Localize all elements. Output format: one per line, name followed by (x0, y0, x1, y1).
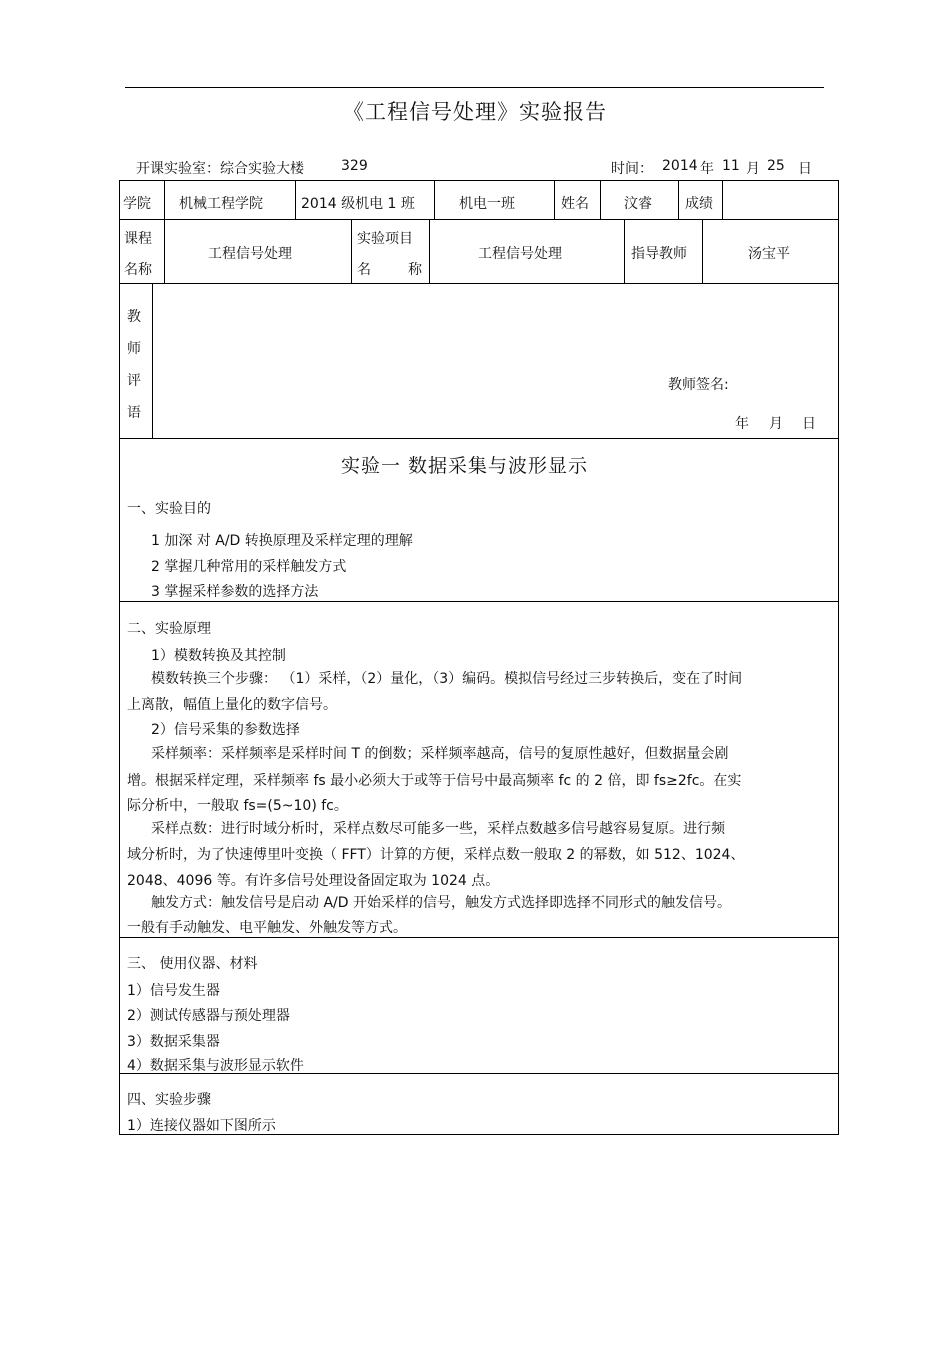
section1-item: 2 掌握几种常用的采样触发方式 (151, 559, 347, 575)
lab-room-label: 开课实验室：综合实验大楼 (136, 161, 304, 177)
row1-sep (434, 180, 435, 220)
section1-item: 1 加深 对 A/D 转换原理及采样定理的理解 (151, 533, 413, 549)
project-value: 工程信号处理 (478, 246, 562, 262)
section2-line: 2048、4096 等。有许多信号处理设备固定取为 1024 点。 (127, 873, 500, 889)
lab-room-number: 329 (341, 158, 368, 174)
date-year-unit: 年 (700, 161, 714, 177)
teacher-value: 汤宝平 (748, 246, 790, 262)
section3-item: 1）信号发生器 (127, 983, 220, 999)
section2-line: 模数转换三个步骤： （1）采样，（2）量化，（3）编码。模拟信号经过三步转换后，变在了时间 (151, 671, 743, 687)
college-label: 学院 (123, 196, 151, 212)
signature-month: 月 (769, 416, 783, 432)
section2-line: 采样点数：进行时域分析时，采样点数尽可能多一些，采样点数越多信号越容易复原。进行频 (151, 821, 725, 837)
row1-sep (164, 180, 165, 220)
college-value: 机械工程学院 (179, 196, 263, 212)
time-label: 时间： (611, 161, 653, 177)
name-label: 姓名 (561, 196, 589, 212)
top-rule (125, 87, 824, 88)
row2-sep (429, 219, 430, 284)
course-label-2: 名称 (124, 262, 152, 278)
project-label-2b: 称 (408, 262, 422, 278)
date-day: 25 (767, 158, 785, 174)
section4-item: 1）连接仪器如下图所示 (127, 1118, 276, 1134)
section2-subheading: 1）模数转换及其控制 (151, 648, 286, 664)
signature-year: 年 (735, 416, 749, 432)
teacher-label: 指导教师 (631, 246, 687, 262)
project-label-1: 实验项目 (357, 231, 413, 247)
comments-label-char: 教 (127, 309, 141, 325)
score-label: 成绩 (685, 196, 713, 212)
section2-line: 域分析时，为了快速傅里叶变换（ FFT）计算的方便，采样点数一般取 2 的幂数，如 512、1024、 (127, 847, 745, 863)
row2-divider (119, 283, 839, 284)
row1-divider (119, 219, 839, 220)
section2-line: 一般有手动触发、电平触发、外触发等方式。 (127, 920, 407, 936)
report-title: 《工程信号处理》实验报告 (343, 100, 607, 124)
section2-divider (119, 937, 839, 938)
section2-heading: 二、实验原理 (127, 621, 211, 637)
section4-heading: 四、实验步骤 (127, 1092, 211, 1108)
section2-subheading: 2）信号采集的参数选择 (151, 722, 300, 738)
experiment-title: 实验一 数据采集与波形显示 (341, 455, 589, 477)
row2-sep (164, 219, 165, 284)
name-value: 汶睿 (624, 196, 652, 212)
signature-label: 教师签名: (668, 377, 729, 393)
comments-sep (152, 283, 153, 439)
section1-divider (119, 601, 839, 602)
row2-sep (624, 219, 625, 284)
row2-sep (351, 219, 352, 284)
comments-label-char: 评 (127, 373, 141, 389)
date-day-unit: 日 (798, 161, 812, 177)
row1-sep (722, 180, 723, 220)
row1-sep (678, 180, 679, 220)
course-label-1: 课程 (124, 231, 152, 247)
section2-line: 际分析中，一般取 fs=(5~10) fc。 (127, 798, 348, 814)
row2-sep (702, 219, 703, 284)
class2-value: 机电一班 (459, 196, 515, 212)
row1-sep (295, 180, 296, 220)
section2-line: 采样频率：采样频率是采样时间 T 的倒数；采样频率越高，信号的复原性越好，但数据量会剧 (151, 746, 729, 762)
date-month: 11 (722, 158, 740, 174)
row1-sep (554, 180, 555, 220)
section1-heading: 一、实验目的 (127, 501, 211, 517)
section1-item: 3 掌握采样参数的选择方法 (151, 584, 319, 600)
row1-sep (600, 180, 601, 220)
section3-item: 2）测试传感器与预处理器 (127, 1008, 290, 1024)
section2-line: 上离散，幅值上量化的数字信号。 (127, 697, 337, 713)
class-value: 2014 级机电 1 班 (301, 196, 415, 212)
signature-day: 日 (802, 416, 816, 432)
course-value: 工程信号处理 (208, 246, 292, 262)
comments-divider (119, 438, 839, 439)
comments-label-char: 语 (127, 405, 141, 421)
date-month-unit: 月 (746, 161, 760, 177)
section3-heading: 三、 使用仪器、材料 (127, 956, 258, 972)
section2-line: 触发方式：触发信号是启动 A/D 开始采样的信号，触发方式选择即选择不同形式的触发信号。 (151, 895, 731, 911)
section3-item: 3）数据采集器 (127, 1034, 220, 1050)
section3-item: 4）数据采集与波形显示软件 (127, 1058, 304, 1074)
date-year: 2014 (662, 158, 698, 174)
project-label-2a: 名 (357, 262, 371, 278)
comments-label-char: 师 (127, 341, 141, 357)
section2-line: 增。根据采样定理，采样频率 fs 最小必须大于或等于信号中最高频率 fc 的 2 倍，即 fs≥2fc。在实 (127, 773, 742, 789)
